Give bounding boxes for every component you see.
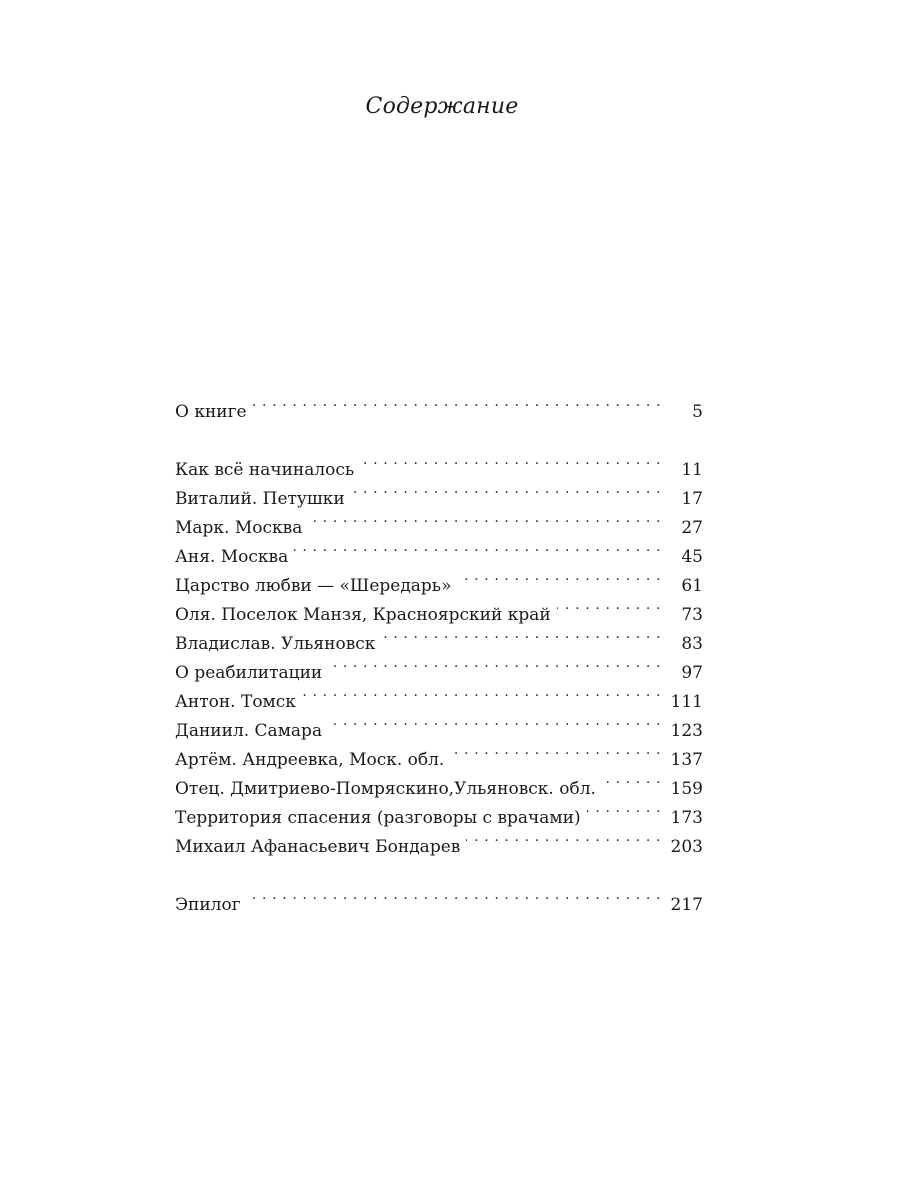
- table-of-contents: [175, 388, 703, 915]
- toc-entry-title: Михаил Афанасьевич Бондарев: [175, 837, 461, 857]
- dot-leader: [457, 562, 661, 591]
- toc-page-number: 17: [681, 489, 703, 509]
- toc-entry-title: Эпилог: [175, 895, 241, 915]
- toc-page-number: 83: [681, 634, 703, 654]
- toc-entry-title: Территория спасения (разговоры с врачами): [175, 808, 581, 828]
- page-title: Содержание: [365, 94, 519, 119]
- toc-row: [175, 388, 703, 422]
- dot-leader: [328, 707, 661, 736]
- toc-page-number: 45: [681, 547, 703, 567]
- toc-entry-title: Как всё начиналось: [175, 460, 355, 480]
- toc-entry-title: О реабилитации: [175, 663, 323, 683]
- dot-leader: [602, 765, 661, 794]
- toc-entry-title: Марк. Москва: [175, 518, 303, 538]
- toc-page-number: 73: [681, 605, 703, 625]
- dot-leader: [450, 736, 661, 765]
- toc-entry-title: Оля. Поселок Манзя, Красноярский край: [175, 605, 551, 625]
- toc-page-number: 137: [670, 750, 703, 770]
- toc-page-number: 97: [681, 663, 703, 683]
- dot-leader: [253, 388, 661, 417]
- toc-entry-title: Виталий. Петушки: [175, 489, 345, 509]
- dot-leader: [587, 794, 661, 823]
- dot-leader: [247, 881, 661, 910]
- toc-page-number: 203: [670, 837, 703, 857]
- dot-leader: [328, 649, 661, 678]
- toc-page-number: 5: [692, 402, 703, 422]
- toc-entry-title: Царство любви — «Шередарь»: [175, 576, 452, 596]
- toc-entry-title: О книге: [175, 402, 247, 422]
- toc-page-number: 111: [670, 692, 703, 712]
- toc-page-number: 217: [670, 895, 703, 915]
- dot-leader: [381, 620, 661, 649]
- dot-leader: [294, 533, 661, 562]
- toc-page-number: 27: [681, 518, 703, 538]
- toc-entry-title: Антон. Томск: [175, 692, 296, 712]
- toc-row: [175, 881, 703, 915]
- toc-entry-title: Аня. Москва: [175, 547, 289, 567]
- toc-entry-title: Даниил. Самара: [175, 721, 323, 741]
- toc-page-number: 11: [681, 460, 703, 480]
- dot-leader: [557, 591, 661, 620]
- toc-row: [175, 446, 703, 480]
- dot-leader: [360, 446, 661, 475]
- toc-page-number: 173: [670, 808, 703, 828]
- dot-leader: [351, 475, 661, 504]
- dot-leader: [302, 678, 661, 707]
- dot-leader: [466, 823, 661, 852]
- toc-page-number: 159: [670, 779, 703, 799]
- toc-page-number: 123: [670, 721, 703, 741]
- toc-entry-title: Артём. Андреевка, Моск. обл.: [175, 750, 445, 770]
- dot-leader: [308, 504, 661, 533]
- toc-entry-title: Владислав. Ульяновск: [175, 634, 376, 654]
- toc-entry-title: Отец. Дмитриево-Помряскино,Ульяновск. обл.: [175, 779, 596, 799]
- toc-page-number: 61: [681, 576, 703, 596]
